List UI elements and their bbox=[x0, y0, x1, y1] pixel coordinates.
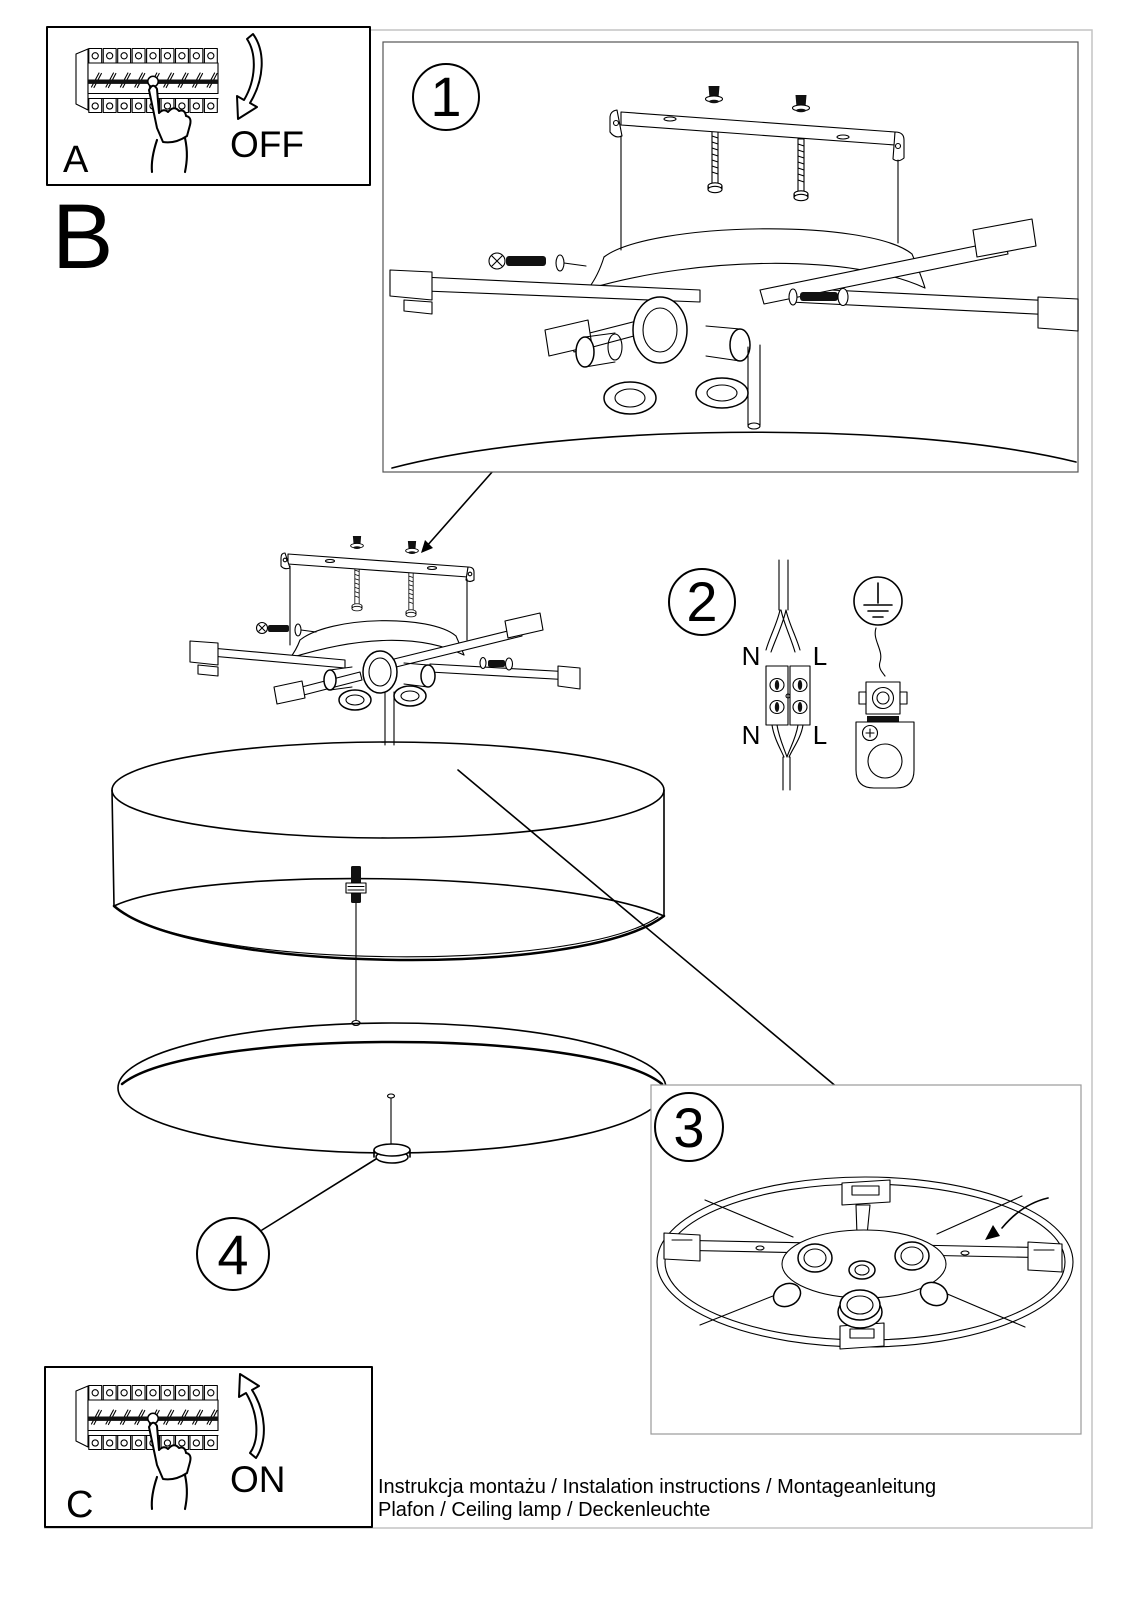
callout-3-number: 3 bbox=[673, 1096, 705, 1159]
wiring-diagram bbox=[669, 560, 914, 790]
breaker-panel-icon bbox=[76, 1386, 218, 1450]
diffuser-disc-diagram bbox=[118, 1023, 666, 1163]
wire-label-l-top: L bbox=[812, 641, 828, 671]
terminal-block-icon bbox=[766, 560, 810, 790]
step-c-panel bbox=[45, 1367, 372, 1527]
callout-4-number: 4 bbox=[217, 1223, 249, 1286]
step-a-label: A bbox=[63, 139, 89, 181]
wire-label-n-bottom: N bbox=[741, 720, 761, 750]
callout-4 bbox=[197, 1218, 269, 1290]
wire-label-n-top: N bbox=[741, 641, 761, 671]
step-a-action: OFF bbox=[230, 124, 304, 165]
breaker-panel-icon bbox=[76, 49, 218, 113]
ceiling-bracket-assembly-diagram bbox=[190, 536, 580, 745]
footer-text bbox=[378, 1476, 936, 1521]
wire-label-l-bottom: L bbox=[812, 720, 828, 750]
detail-box-3 bbox=[651, 1085, 1081, 1434]
step-c-label: C bbox=[66, 1484, 94, 1526]
step-c-action: ON bbox=[230, 1459, 286, 1500]
ground-terminal-icon bbox=[856, 628, 914, 788]
side-screw-icon bbox=[257, 623, 317, 637]
step-b-label: B bbox=[52, 186, 114, 288]
step-a-panel bbox=[47, 27, 370, 185]
wall-plug-icon bbox=[351, 536, 364, 549]
callout-2-number: 2 bbox=[686, 570, 718, 633]
footer-line-2: Plafon / Ceiling lamp / Deckenleuchte bbox=[378, 1499, 711, 1521]
drum-shade-diagram bbox=[112, 742, 664, 1026]
callout-1-number: 1 bbox=[430, 65, 462, 128]
detail-box-1 bbox=[383, 42, 1078, 472]
earth-ground-icon bbox=[854, 577, 902, 625]
footer-line-1: Instrukcja montażu / Instalation instructions / Montageanleitung bbox=[378, 1476, 937, 1498]
wall-plug-icon bbox=[406, 541, 419, 554]
